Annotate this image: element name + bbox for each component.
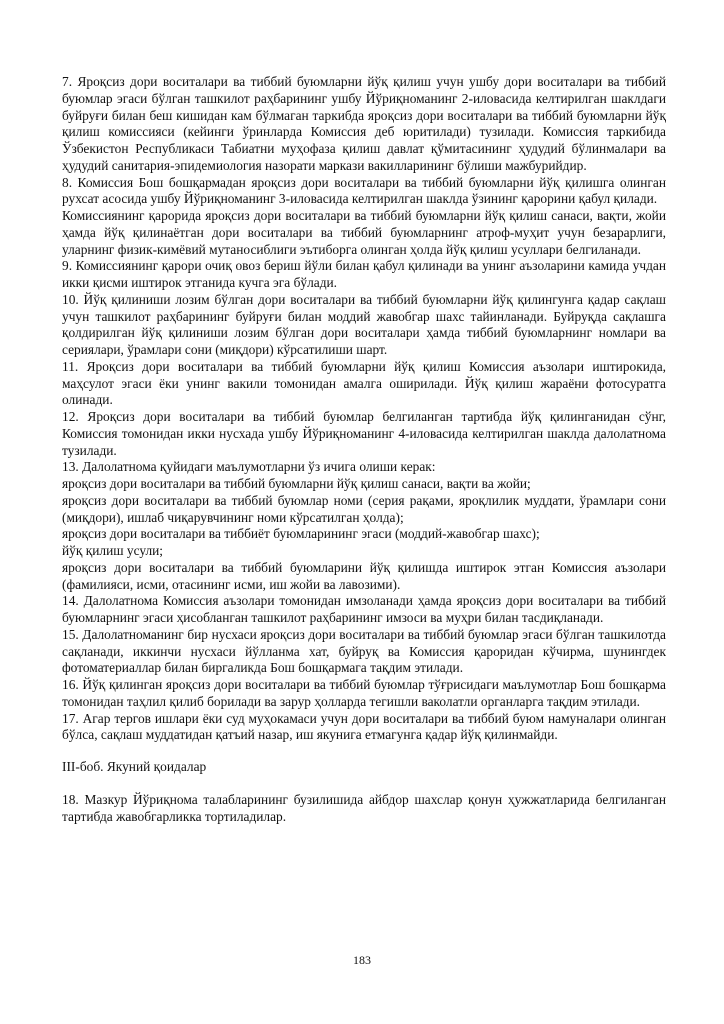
list-item-method: йўқ қилиш усули; <box>62 543 164 558</box>
paragraph-13: 13. Далолатнома қуйидаги маълумотларни ўз ичига олиши керак: <box>62 459 436 475</box>
paragraph-9: 9. Комиссиянинг қарори очиқ овоз бериш йўли билан қабул қилинади ва унинг аъзоларини камида учдан икки қисми иштирок этганида кучга эга бўлади. <box>62 258 666 290</box>
paragraph-16: 16. Йўқ қилинган яроқсиз дори воситалари ва тиббий буюмлар тўғрисидаги маълумотлар Бош бошқарма томонидан таҳлил қилиб борилади ва зарур ҳолларда тегишли ваколатли органларга тақдим этилади. <box>62 677 666 709</box>
paragraph-14: 14. Далолатнома Комиссия аъзолари томонидан имзоланади ҳамда яроқсиз дори воситалари ва тиббий буюмларнинг эгаси ҳисобланган ташкилот раҳбарининг имзоси ва муҳри билан тасдиқланади. <box>62 593 666 625</box>
list-item-date-place: яроқсиз дори воситалари ва тиббий буюмларни йўқ қилиш санаси, вақти ва жойи; <box>62 476 531 491</box>
list-item-product-name: яроқсиз дори воситалари ва тиббий буюмлар номи (серия рақами, яроқлилик муддати, ўрамлари сони (миқдори), ишлаб чиқарувчининг номи кўрсатилган ҳолда); <box>62 492 666 525</box>
paragraph-8-continued: Комиссиянинг қарорида яроқсиз дори воситалари ва тиббий буюмларни йўқ қилиш санаси, вақти, жойи ҳамда йўқ қилинаётган дори воситалари ва тиббий буюмларнинг атроф-муҳит учун безарарлиги, уларнинг физик-кимёвий мутаносиблиги эътиборга олинган ҳолда йўқ қилиш усуллари белгиланади. <box>62 208 666 257</box>
paragraph-11: 11. Яроқсиз дори воситалари ва тиббий буюмларни йўқ қилиш Комиссия аъзолари иштирокида, маҳсулот эгаси ёки унинг вакили томонидан амалга оширилади. Йўқ қилиш жараёни фотосуратга олинади. <box>62 358 666 408</box>
page-number: 183 <box>353 953 371 967</box>
paragraph-7: 7. Яроқсиз дори воситалари ва тиббий буюмларни йўқ қилиш учун ушбу дори воситалари ва тиббий буюмлар эгаси бўлган ташкилот раҳбарининг ушбу Йўриқноманинг 2-иловасида келтирилган шаклдаги буйруғи билан беш кишидан кам бўлмаган таркибда яроқсиз дори воситалари ва тиббий буюмларни йўқ қилиш комиссияси (кейинги ўринларда Комиссия деб юритилади) тузилади. Комиссия таркибида Ўзбекистон Республикаси Табиатни муҳофаза қилиш давлат қўмитасининг ҳудудий бўлинмалари ва ҳудудий санитария-эпидемиология назорати маркази вакилларининг бўлиши мажбурийдир. <box>62 74 666 173</box>
paragraph-15: 15. Далолатноманинг бир нусхаси яроқсиз дори воситалари ва тиббий буюмлар эгаси бўлган ташкилотда сақланади, иккинчи нусхаси йўлланма хат, буйруқ ва Комиссия қароридан кўчирма, шунингдек фотоматериаллар билан биргаликда Бош бошқармага тақдим этилади. <box>62 626 666 676</box>
paragraph-8: 8. Комиссия Бош бошқармадан яроқсиз дори воситалари ва тиббий буюмларни йўқ қилишга олинган рухсат асосида ушбу Йўриқноманинг 3-иловасида келтирилган шаклда ўзининг қарорини қабул қилади. <box>62 174 666 207</box>
paragraph-18: 18. Мазкур Йўриқнома талабларининг бузилишида айбдор шахслар қонун ҳужжатларида белгиланган тартибда жавобгарликка тортиладилар. <box>62 791 666 824</box>
section-heading: III-боб. Якуний қоидалар <box>62 759 207 774</box>
paragraph-10: 10. Йўқ қилиниши лозим бўлган дори воситалари ва тиббий буюмларни йўқ қилингунга қадар сақлаш учун ташкилот раҳбарининг буйруғи билан моддий жавобгар шахс тайинланади. Буйруқда сақлашга қолдирилган йўқ қилиниши лозим бўлган дори воситалари ҳамда тиббий буюмларнинг номлари ва сериялари, ўрамлари сони (миқдори) кўрсатилиши шарт. <box>62 291 666 357</box>
paragraph-17: 17. Агар тергов ишлари ёки суд муҳокамаси учун дори воситалари ва тиббий буюм намуналари олинган бўлса, сақлаш муддатидан қатъий назар, иш якунига етмагунга қадар йўқ қилинмайди. <box>62 710 666 743</box>
document-page <box>62 74 666 825</box>
list-item-commission-members: яроқсиз дори воситалари ва тиббий буюмларини йўқ қилишда иштирок этган Комиссия аъзолари (фамилияси, исми, отасининг исми, иш жойи ва лавозими). <box>62 559 666 592</box>
paragraph-12: 12. Яроқсиз дори воситалари ва тиббий буюмлар белгиланган тартибда йўқ қилинганидан сўнг, Комиссия томонидан икки нусхада ушбу Йўриқноманинг 4-иловасида келтирилган шаклда далолатнома тузилади. <box>62 409 666 458</box>
list-item-owner: яроқсиз дори воситалари ва тиббиёт буюмларининг эгаси (моддий-жавобгар шахс); <box>62 526 540 542</box>
